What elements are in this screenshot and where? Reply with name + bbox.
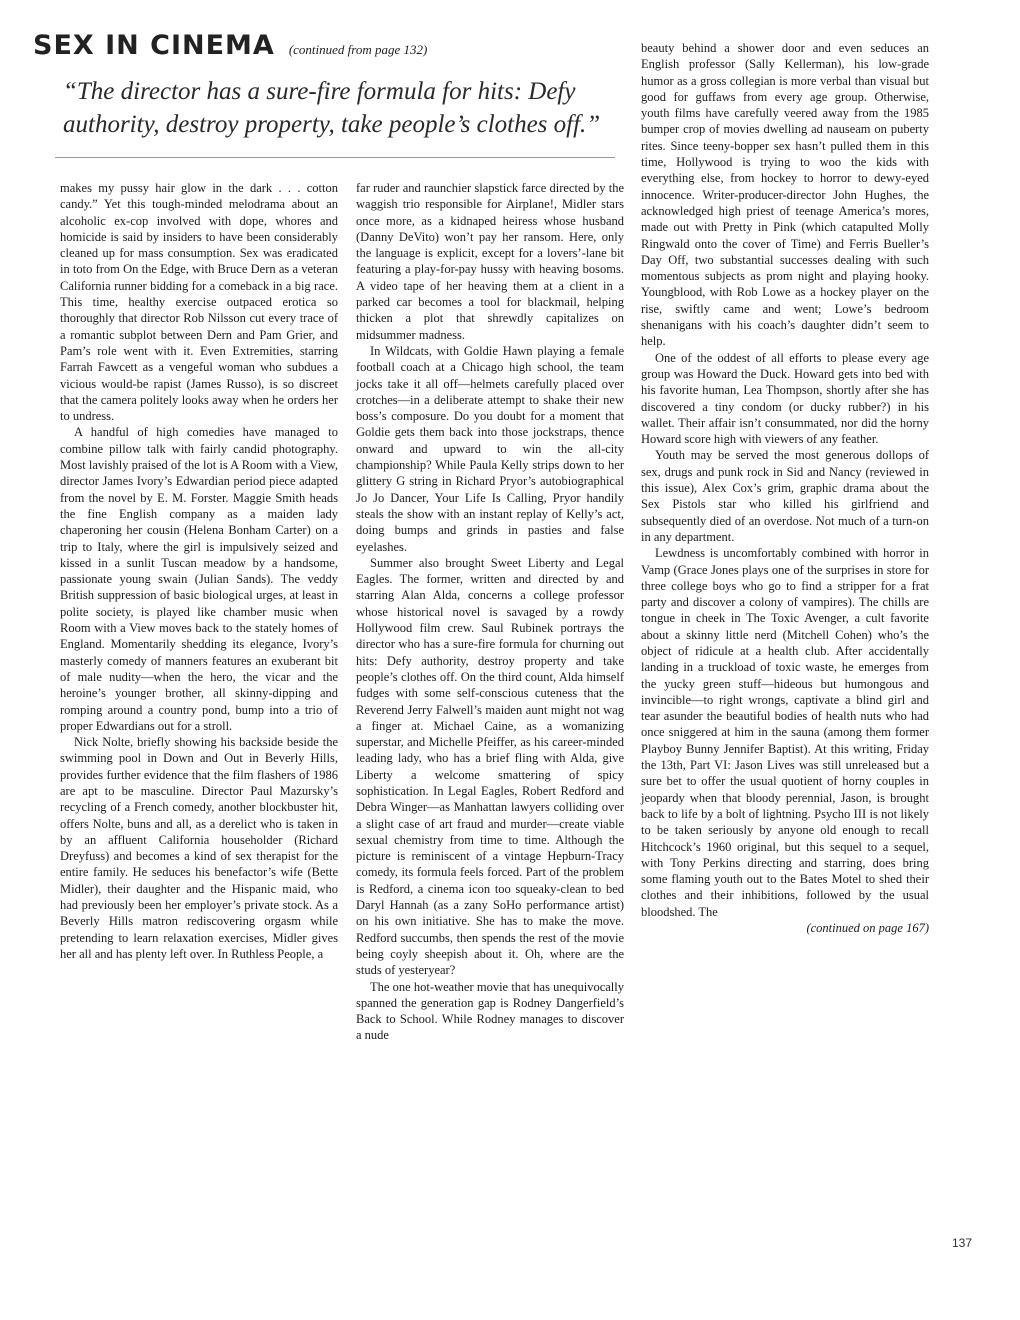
pull-quote: “The director has a sure-fire formula for hits: Defy authority, destroy property, take people’s clothes off.” xyxy=(63,78,601,138)
paragraph: far ruder and raunchier slapstick farce directed by the waggish trio responsible for Airplane!, Midler stars once more, as a kidnaped heiress whose husband (Danny DeVito) won’t pay her ransom. Here, only the language is explicit, except for a lovers’-lane bit featuring a play-for-pay hussy with heaving bosoms. A video tape of her heaving them at a client in a parked car becomes a tool for blackmail, helping thicken a plot that shrewdly capitalizes on midsummer madness. xyxy=(356,181,624,342)
paragraph: In Wildcats, with Goldie Hawn playing a female football coach at a Chicago high school, the team jocks take it all off—helmets carefully placed over crotches—in a deliberate attempt to shake their new boss’s composure. Do you doubt for a moment that Goldie gets them back into those jockstraps, thence onward and upward to win the all-city championship? While Paula Kelly strips down to her glittery G string in Richard Pryor’s autobiographical Jo Jo Dancer, Your Life Is Calling, Pryor handily steals the show with an instant replay of Kelly’s act, doing bumps and grinds in pasties and false eyelashes. xyxy=(356,343,624,554)
paragraph: makes my pussy hair glow in the dark . . . cotton candy.” Yet this tough-minded melodrama about an alcoholic ex-cop involved with dope, whores and homicide is said by insiders to have been considerably cleaned up for mass consumption. Sex was eradicated in toto from On the Edge, with Bruce Dern as a veteran California runner bidding for a comeback in a big race. This time, healthy exercise outpaced erotica so thoroughly that director Rob Nilsson cut every trace of a romantic subplot between Dern and Pam Grier, and Pam’s role went with it. Even Extremities, starring Farrah Fawcett as a vengeful woman who subdues a vicious would-be rapist (James Russo), is so discreet that the camera politely looks away when he orders her to undress. xyxy=(60,181,338,424)
paragraph: Nick Nolte, briefly showing his backside beside the swimming pool in Down and Out in Beverly Hills, provides further evidence that the film flashers of 1986 are apt to be masculine. Director Paul Mazursky’s recycling of a French comedy, another blockbuster hit, offers Nolte, buns and all, as a derelict who is taken in by an affluent California householder (Richard Dreyfuss) and becomes a kind of sex therapist for the entire family. He seduces his benefactor’s wife (Bette Midler), their daughter and the Hispanic maid, who had previously been her employer’s private stock. As a Beverly Hills matron rediscovering orgasm while pretending to learn relaxation exercises, Midler gives her all and has plenty left over. In Ruthless People, a xyxy=(60,735,338,961)
paragraph: Lewdness is uncomfortably combined with horror in Vamp (Grace Jones plays one of the surprises in store for three college boys who go to find a stripper for a frat party and discover a colony of vampires). The chills are tongue in cheek in The Toxic Avenger, a cult favorite about a skinny little nerd (Mitchell Cohen) who’s the object of ridicule at a health club. After accidentally landing in a truckload of toxic waste, he emerges from the yucky green stuff—hideous but humongous and invincible—to right wrongs, captivate a blind girl and tear asunder the beautiful bodies of health nuts who had once sniggered at him in the sauna (among them former Playboy Bunny Jennifer Baptist). At this writing, Friday the 13th, Part VI: Jason Lives was still unreleased but a sure bet to offer the usual quotient of horny couples in jeopardy when that bloody perennial, Jason, is brought back to life by a bolt of lightning. Psycho III is not likely to be taken seriously by anyone old enough to recall Hitchcock’s 1960 original, but this sequel to a sequel, with Tony Perkins directing and starring, does bring some flaming youth out to the Bates Motel to shed their clothes and their inhibitions, followed by the usual bloodshed. The xyxy=(641,546,929,919)
header-divider xyxy=(55,157,615,158)
paragraph: Summer also brought Sweet Liberty and Legal Eagles. The former, written and directed by and starring Alan Alda, concerns a college professor whose historical novel is savaged by a rowdy Hollywood film crew. Saul Rubinek portrays the director who has a sure-fire formula for churning out hits: Defy authority, destroy property and take people’s clothes off. On the third count, Alda himself fudges with some self-conscious cuteness that the Reverend Jerry Falwell’s maiden aunt might not wag a finger at. Michael Caine, as a womanizing superstar, and Michelle Pfeiffer, as his career-minded leading lady, who has a brief fling with Alda, give Liberty a welcome smattering of spicy sophistication. In Legal Eagles, Robert Redford and Debra Winger—as Manhattan lawyers colliding over a slight case of art fraud and murder—create viable sexual chemistry from time to time. Although the picture is reminiscent of a vintage Hepburn-Tracy comedy, its formula feels forced. Part of the problem is Redford, a cinema icon too squeaky-clean to bed Daryl Hannah (as a zany SoHo performance artist) on his own initiative. She has to make the move. Redford succumbs, then spends the rest of the movie being coyly sheepish about it. Oh, where are the studs of yesteryear? xyxy=(356,555,624,978)
column-2 xyxy=(356,180,624,1240)
paragraph: A handful of high comedies have managed to combine pillow talk with fairly candid photography. Most lavishly praised of the lot is A Room with a View, director James Ivory’s Edwardian period piece adapted from the novel by E. M. Forster. Maggie Smith heads the fine English company as a maiden lady chaperoning her cousin (Helena Bonham Carter) on a trip to Italy, where the girl is impulsively seized and kissed in a sunlit Tuscan meadow by a handsome, passionate young swain (Julian Sands). The veddy British suppression of basic biological urges, at least in polite society, is played like chamber music when Room with a View moves back to the stately homes of England. Momentarily shedding its elegance, Ivory’s masterly comedy of manners features an exuberant bit of male nudity—when the hero, the vicar and the heroine’s younger brother, all skinny-dipping and romping around a country pond, bump into a trio of proper Edwardians out for a stroll. xyxy=(60,425,338,733)
page-number: 137 xyxy=(952,1236,973,1250)
continued-from-note: (continued from page 132) xyxy=(288,42,428,57)
article-header xyxy=(33,30,613,141)
kicker xyxy=(33,30,613,61)
section-title: SEX IN CINEMA xyxy=(33,30,275,61)
paragraph: One of the oddest of all efforts to please every age group was Howard the Duck. Howard gets into bed with his favorite human, Lea Thompson, shortly after she has discovered a tiny condom (or ducky rubber?) in his wallet. Their affair isn’t consummated, nor did the horny Howard score high with viewers of any feather. xyxy=(641,350,929,447)
paragraph: The one hot-weather movie that has unequivocally spanned the generation gap is Rodney Dangerfield’s Back to School. While Rodney manages to discover a nude xyxy=(356,979,624,1043)
column-1 xyxy=(60,180,338,1240)
column-3 xyxy=(641,40,929,1240)
continued-on-note: (continued on page 167) xyxy=(806,921,929,936)
paragraph: Youth may be served the most generous dollops of sex, drugs and punk rock in Sid and Nancy (reviewed in this issue), Alex Cox’s grim, graphic drama about the Sex Pistols star who killed his girlfriend and subsequently died of an overdose. Not much of a turn-on in any department. xyxy=(641,448,929,544)
paragraph: beauty behind a shower door and even seduces an English professor (Sally Kellerman), his low-grade humor as a gross collegian is more verbal than visual but good for guffaws from every age group. Otherwise, youth films have carefully veered away from the 1985 bumper crop of movies dwelling ad nauseam on puberty rites. Since teeny-bopper sex hasn’t pulled them in this time, Hollywood is trying to woo the kids with everything else, from hockey to horror to dewy-eyed innocence. Writer-producer-director John Hughes, the acknowledged high priest of teenage America’s mores, made out with Pretty in Pink (which catapulted Molly Ringwald onto the cover of Time) and Ferris Bueller’s Day Off, two substantial successes dealing with such momentous subjects as prom night and playing hooky. Youngblood, with Rob Lowe as a hockey player on the rise, swiftly came and went; Lowe’s bedroom shenanigans with his coach’s daughter didn’t seem to help. xyxy=(641,41,929,349)
